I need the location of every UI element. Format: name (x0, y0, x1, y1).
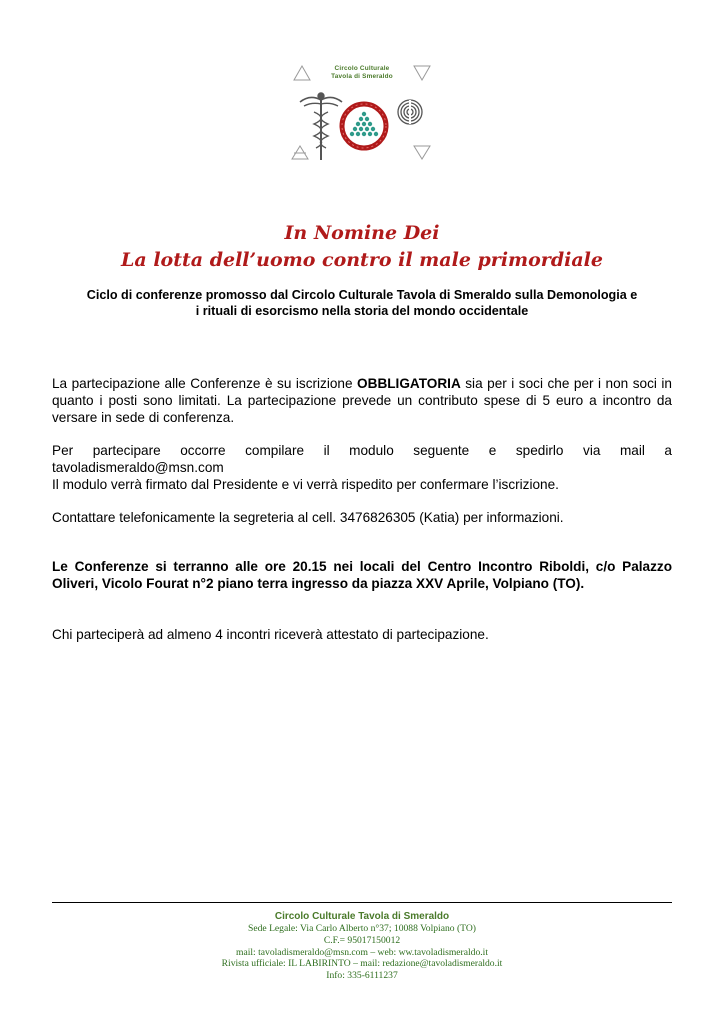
paragraph-registration (52, 375, 672, 426)
footer-divider (52, 902, 672, 903)
paragraph-form (52, 442, 672, 493)
paragraph-venue: Le Conferenze si terranno alle ore 20.15 nei locali del Centro Incontro Riboldi, c/o Palazzo Oliveri, Vicolo Fourat n°2 piano terra ingresso da piazza XXV Aprile, Volpiano (TO). (52, 559, 672, 591)
contact-email[interactable]: tavoladismeraldo@msn.com (52, 460, 224, 475)
subtitle-line-2: i rituali di esorcismo nella storia del mondo occidentale (195, 303, 529, 318)
footer-tax-code: C.F.= 95017150012 (323, 934, 401, 946)
registration-text-end: sia per i soci che per i non soci in quanto i posti sono limitati. La partecipazione prevede un contributo spese di 5 euro a incontro da versare in sede di conferenza. (52, 376, 672, 425)
caduceus-icon (300, 93, 342, 160)
logo-line-2: Tavola di Smeraldo (331, 73, 393, 80)
footer-contacts[interactable]: mail: tavoladismeraldo@msn.com – web: ww.tavoladismeraldo.it (236, 946, 488, 958)
logo-line-1: Circolo Culturale (334, 65, 390, 72)
mandatory-label: OBBLIGATORIA (357, 376, 461, 391)
footer-address: Sede Legale: Via Carlo Alberto n°37; 10088 Volpiano (TO) (248, 923, 476, 934)
logo-text (288, 65, 436, 81)
labyrinth-icon (398, 100, 422, 124)
registration-text-start: La partecipazione alle Conferenze è su iscrizione (52, 376, 358, 391)
footer-info: Info: 335-6111237 (326, 970, 398, 982)
form-instructions: Per partecipare occorre compilare il modulo seguente e spedirlo via mail a (52, 443, 672, 458)
paragraph-certificate: Chi parteciperà ad almeno 4 incontri riceverà attestato di partecipazione. (52, 627, 489, 642)
title-line-2: La lotta dell’uomo contro il male primordiale (121, 249, 603, 271)
footer-org: Circolo Culturale Tavola di Smeraldo (274, 911, 450, 922)
ouroboros-icon (342, 104, 386, 148)
footer-magazine[interactable]: Rivista ufficiale: IL LABIRINTO – mail: redazione@tavoladismeraldo.it (221, 958, 503, 970)
title-line-1: In Nomine Dei (284, 222, 440, 244)
paragraph-contact: Contattare telefonicamente la segreteria al cell. 3476826305 (Katia) per informazioni. (52, 510, 564, 525)
logo (288, 60, 436, 170)
form-signature-note: Il modulo verrà firmato dal Presidente e vi verrà rispedito per confermare l’iscrizione. (52, 477, 559, 492)
subtitle-line-1: Ciclo di conferenze promosso dal Circolo Culturale Tavola di Smeraldo sulla Demonologia e (86, 288, 638, 302)
footer (0, 910, 724, 982)
triangle-down-icon (414, 146, 430, 159)
subtitle (40, 288, 684, 319)
